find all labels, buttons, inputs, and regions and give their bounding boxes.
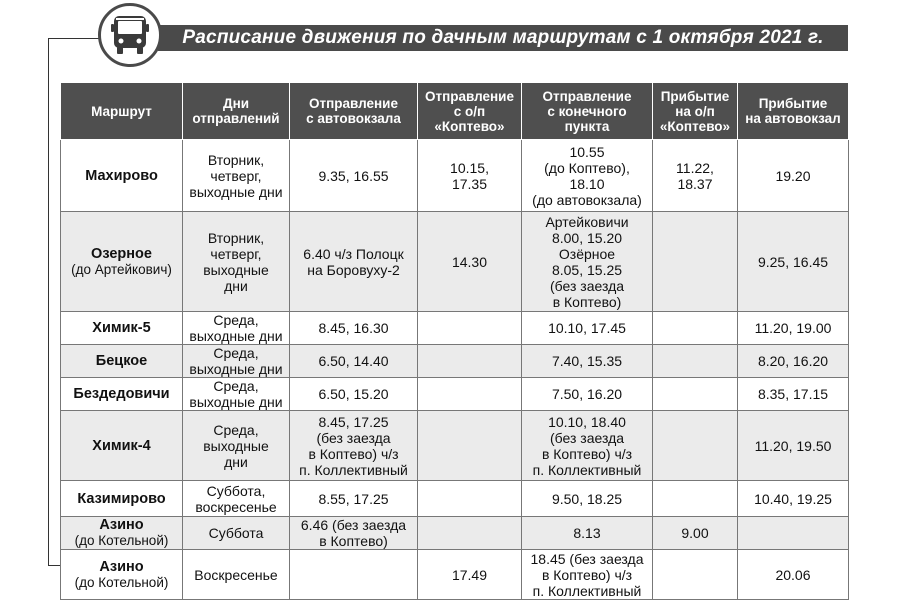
route-name: Казимирово: [77, 490, 166, 507]
cell-dep-terminal: 7.50, 16.20: [522, 378, 653, 411]
cell-arr-station: 8.20, 16.20: [738, 345, 849, 378]
table-row: [61, 550, 849, 600]
route-name: Химик-5: [92, 320, 151, 336]
cell-dep-koptevo: [418, 312, 522, 345]
route-name: Бецкое: [95, 353, 148, 369]
header-arr-koptevo: Прибытие на о/п «Коптево»: [653, 83, 738, 140]
cell-route: [61, 378, 183, 411]
cell-days: Среда, выходные дни: [183, 378, 290, 411]
route-note: (до Котельной): [74, 533, 169, 548]
table-row: [61, 345, 849, 378]
cell-arr-koptevo: 9.00: [653, 517, 738, 550]
header-arr-station: Прибытие на автовокзал: [738, 83, 849, 140]
cell-days: Суббота: [183, 517, 290, 550]
bus-icon: [110, 14, 150, 56]
route-name: Махирово: [85, 167, 158, 184]
cell-days: Вторник, четверг, выходные дни: [183, 140, 290, 212]
frame-line-left: [48, 38, 49, 565]
table-header-row: [61, 83, 849, 140]
title-bar: [158, 25, 848, 51]
table-row: [61, 378, 849, 411]
cell-dep-station: 6.50, 15.20: [290, 378, 418, 411]
route-note: (до Котельной): [74, 574, 169, 590]
cell-arr-koptevo: [653, 378, 738, 411]
cell-dep-terminal: 10.10, 17.45: [522, 312, 653, 345]
route-name: Азино: [99, 558, 144, 575]
cell-arr-koptevo: [653, 550, 738, 600]
cell-route: [61, 140, 183, 212]
cell-dep-terminal: 10.55 (до Коптево), 18.10 (до автовокзала): [522, 140, 653, 212]
route-note: (до Артейкович): [71, 261, 172, 277]
cell-arr-koptevo: 11.22, 18.37: [653, 140, 738, 212]
cell-arr-station: 10.40, 19.25: [738, 481, 849, 517]
cell-dep-terminal: 8.13: [522, 517, 653, 550]
cell-route: [61, 212, 183, 312]
cell-dep-koptevo: [418, 411, 522, 481]
cell-route: [61, 517, 183, 550]
header-dep-koptevo: Отправление с о/п «Коптево»: [418, 83, 522, 140]
table-row: [61, 481, 849, 517]
route-name: Бездедовичи: [73, 386, 170, 402]
cell-arr-station: 11.20, 19.00: [738, 312, 849, 345]
cell-dep-terminal: 7.40, 15.35: [522, 345, 653, 378]
page-title: Расписание движения по дачным маршрутам с 1 октября 2021 г.: [182, 27, 824, 48]
header-dep-station: Отправление с автовокзала: [290, 83, 418, 140]
cell-arr-koptevo: [653, 312, 738, 345]
frame-line-bottom: [48, 565, 60, 566]
cell-route: [61, 312, 183, 345]
route-name: Озерное: [91, 245, 152, 262]
schedule-table: [60, 82, 849, 600]
cell-days: Воскресенье: [183, 550, 290, 600]
cell-dep-koptevo: [418, 378, 522, 411]
header-days: Дни отправлений: [183, 83, 290, 140]
cell-dep-station: 9.35, 16.55: [290, 140, 418, 212]
cell-dep-koptevo: [418, 345, 522, 378]
cell-arr-station: 8.35, 17.15: [738, 378, 849, 411]
cell-dep-koptevo: 10.15, 17.35: [418, 140, 522, 212]
route-name: Химик-4: [92, 437, 151, 454]
cell-dep-koptevo: [418, 481, 522, 517]
table-row: [61, 312, 849, 345]
table-row: [61, 411, 849, 481]
cell-arr-station: 9.25, 16.45: [738, 212, 849, 312]
cell-route: [61, 411, 183, 481]
cell-dep-station: 6.40 ч/з Полоцк на Боровуху-2: [290, 212, 418, 312]
cell-days: Суббота, воскресенье: [183, 481, 290, 517]
cell-route: [61, 345, 183, 378]
cell-days: Среда, выходные дни: [183, 312, 290, 345]
cell-arr-station: 20.06: [738, 550, 849, 600]
route-name: Азино: [99, 517, 144, 533]
table-row: [61, 517, 849, 550]
cell-dep-station: 8.45, 16.30: [290, 312, 418, 345]
cell-arr-koptevo: [653, 481, 738, 517]
cell-dep-station: 6.46 (без заезда в Коптево): [290, 517, 418, 550]
table-row: [61, 140, 849, 212]
cell-dep-station: 6.50, 14.40: [290, 345, 418, 378]
cell-dep-koptevo: [418, 517, 522, 550]
cell-arr-koptevo: [653, 212, 738, 312]
cell-dep-terminal: 10.10, 18.40 (без заезда в Коптево) ч/з п. Коллективный: [522, 411, 653, 481]
cell-route: [61, 481, 183, 517]
cell-dep-terminal: 18.45 (без заезда в Коптево) ч/з п. Коллективный: [522, 550, 653, 600]
cell-dep-koptevo: 14.30: [418, 212, 522, 312]
cell-days: Вторник, четверг, выходные дни: [183, 212, 290, 312]
cell-route: [61, 550, 183, 600]
cell-days: Среда, выходные дни: [183, 411, 290, 481]
table-row: [61, 212, 849, 312]
cell-dep-koptevo: 17.49: [418, 550, 522, 600]
cell-dep-station: 8.45, 17.25 (без заезда в Коптево) ч/з п. Коллективный: [290, 411, 418, 481]
cell-arr-koptevo: [653, 345, 738, 378]
cell-dep-station: [290, 550, 418, 600]
header-dep-terminal: Отправление с конечного пункта: [522, 83, 653, 140]
cell-arr-station: 11.20, 19.50: [738, 411, 849, 481]
cell-arr-koptevo: [653, 411, 738, 481]
cell-dep-station: 8.55, 17.25: [290, 481, 418, 517]
bus-badge: [98, 3, 162, 67]
cell-arr-station: 19.20: [738, 140, 849, 212]
cell-arr-station: [738, 517, 849, 550]
cell-dep-terminal: Артейковичи 8.00, 15.20 Озёрное 8.05, 15.25 (без заезда в Коптево): [522, 212, 653, 312]
cell-days: Среда, выходные дни: [183, 345, 290, 378]
header-route: Маршрут: [61, 83, 183, 140]
cell-dep-terminal: 9.50, 18.25: [522, 481, 653, 517]
